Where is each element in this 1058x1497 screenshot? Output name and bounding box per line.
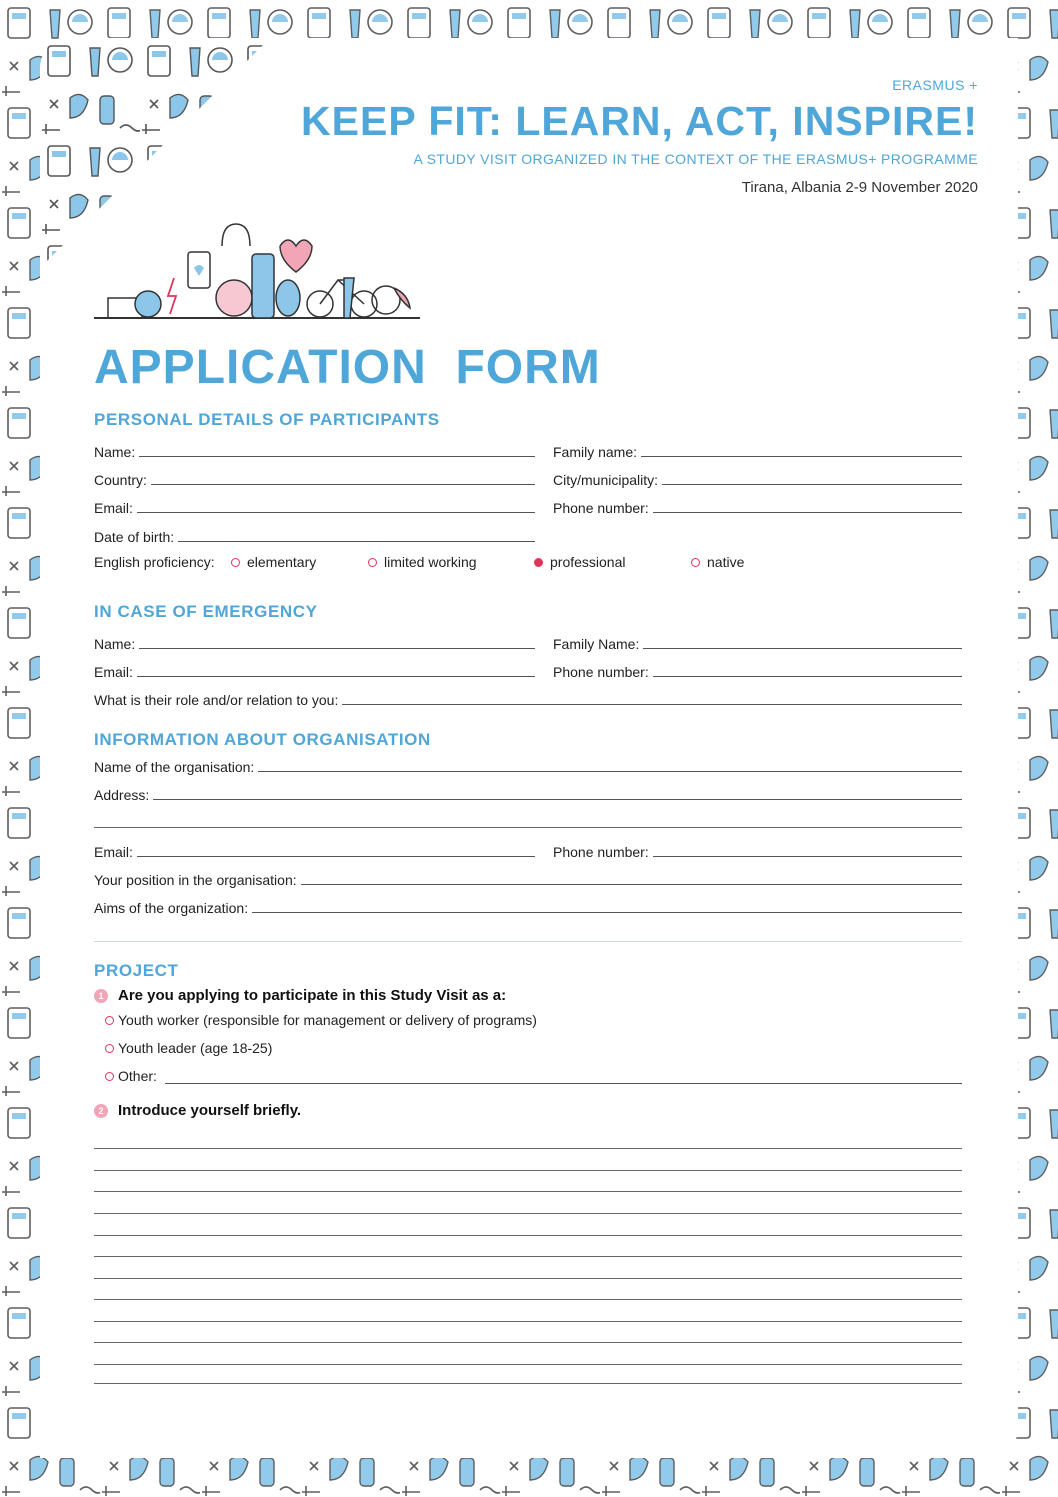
- event-subtitle: A STUDY VISIT ORGANIZED IN THE CONTEXT OF THE ERASMUS+ PROGRAMME: [413, 151, 978, 167]
- org-address-field[interactable]: Address:: [94, 783, 962, 803]
- emergency-family-name-field[interactable]: Family Name:: [553, 632, 962, 652]
- english-proficiency-group: [94, 554, 962, 574]
- event-title: KEEP FIT: LEARN, ACT, INSPIRE!: [301, 98, 978, 144]
- org-position-field[interactable]: Your position in the organisation:: [94, 868, 962, 888]
- personal-family-name-field[interactable]: Family name:: [553, 440, 962, 460]
- event-location-date: Tirana, Albania 2-9 November 2020: [741, 179, 978, 196]
- answer-line[interactable]: [94, 1321, 962, 1322]
- radio-elementary[interactable]: elementary: [231, 554, 316, 570]
- answer-line[interactable]: [94, 1213, 962, 1214]
- answer-line[interactable]: [94, 1364, 962, 1365]
- answer-line[interactable]: [94, 1299, 962, 1300]
- answer-line[interactable]: [94, 1383, 962, 1384]
- section-organisation: INFORMATION ABOUT ORGANISATION: [94, 730, 431, 749]
- radio-limited-working[interactable]: limited working: [368, 554, 477, 570]
- program-label: ERASMUS +: [892, 77, 978, 93]
- english-proficiency-label: English proficiency:: [94, 554, 215, 570]
- radio-native[interactable]: native: [691, 554, 744, 570]
- org-phone-field[interactable]: Phone number:: [553, 840, 962, 860]
- emergency-relation-field[interactable]: What is their role and/or relation to you:: [94, 688, 962, 708]
- section-divider: [94, 941, 962, 942]
- answer-line[interactable]: [94, 1170, 962, 1171]
- number-badge-icon: 2: [94, 1104, 108, 1118]
- radio-circle-icon: [105, 1016, 114, 1025]
- answer-line[interactable]: [94, 1256, 962, 1257]
- personal-name-field[interactable]: Name:: [94, 440, 535, 460]
- answer-line[interactable]: [94, 1278, 962, 1279]
- form-title: APPLICATION FORM: [94, 341, 601, 394]
- radio-selected-icon: [534, 558, 543, 567]
- fitness-illustration: [94, 218, 420, 326]
- answer-line[interactable]: [94, 1235, 962, 1236]
- personal-phone-field[interactable]: Phone number:: [553, 496, 962, 516]
- emergency-name-field[interactable]: Name:: [94, 632, 535, 652]
- option-other[interactable]: Other:: [105, 1068, 962, 1084]
- radio-circle-icon: [368, 558, 377, 567]
- personal-dob-field[interactable]: Date of birth:: [94, 525, 535, 545]
- radio-circle-icon: [105, 1044, 114, 1053]
- emergency-email-field[interactable]: Email:: [94, 660, 535, 680]
- answer-line[interactable]: [94, 1342, 962, 1343]
- answer-line[interactable]: [94, 1148, 962, 1149]
- option-youth-leader[interactable]: Youth leader (age 18-25): [105, 1040, 272, 1056]
- personal-country-field[interactable]: Country:: [94, 468, 535, 488]
- org-aims-field[interactable]: Aims of the organization:: [94, 896, 962, 916]
- org-email-field[interactable]: Email:: [94, 840, 535, 860]
- radio-circle-icon: [691, 558, 700, 567]
- option-youth-worker[interactable]: Youth worker (responsible for management or delivery of programs): [105, 1012, 537, 1028]
- radio-circle-icon: [105, 1072, 114, 1081]
- org-address-line-2[interactable]: [94, 827, 962, 828]
- emergency-phone-field[interactable]: Phone number:: [553, 660, 962, 680]
- radio-professional[interactable]: professional: [534, 554, 626, 570]
- question-2: 2 Introduce yourself briefly.: [94, 1102, 301, 1119]
- number-badge-icon: 1: [94, 989, 108, 1003]
- personal-email-field[interactable]: Email:: [94, 496, 535, 516]
- section-personal: PERSONAL DETAILS OF PARTICIPANTS: [94, 410, 440, 429]
- answer-line[interactable]: [94, 1191, 962, 1192]
- radio-circle-icon: [231, 558, 240, 567]
- personal-city-field[interactable]: City/municipality:: [553, 468, 962, 488]
- question-1: 1 Are you applying to participate in this Study Visit as a:: [94, 987, 506, 1004]
- section-emergency: IN CASE OF EMERGENCY: [94, 602, 318, 621]
- section-project: PROJECT: [94, 961, 179, 980]
- org-name-field[interactable]: Name of the organisation:: [94, 755, 962, 775]
